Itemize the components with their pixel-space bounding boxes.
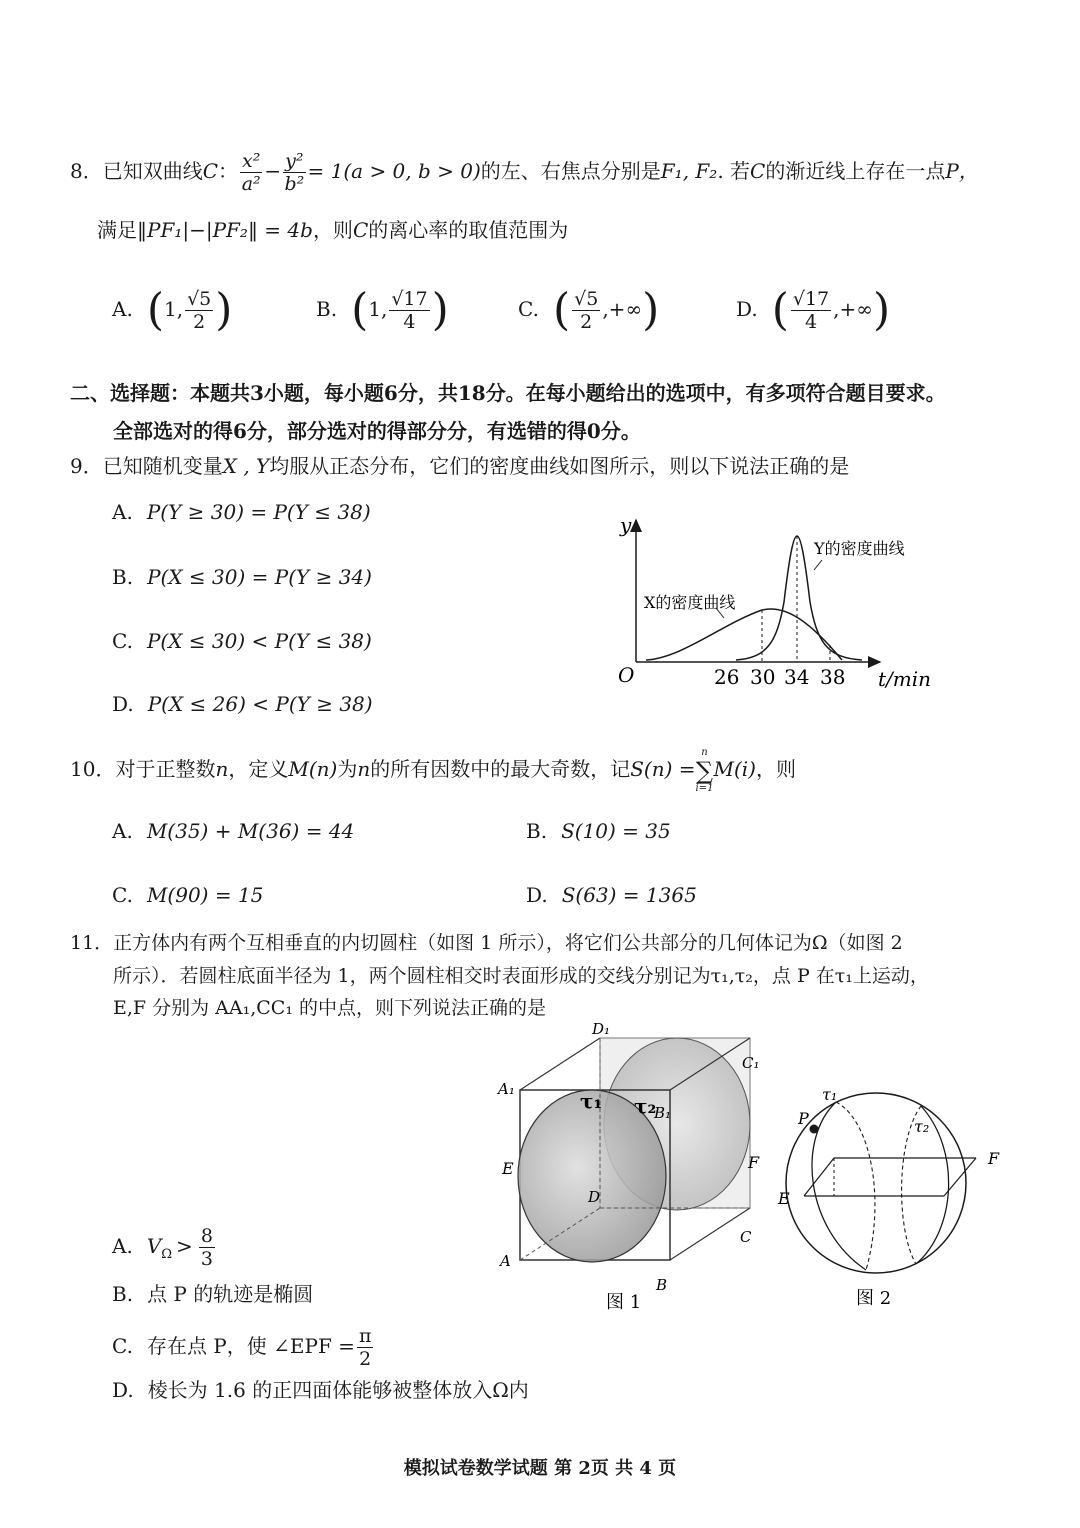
tau1-curve <box>812 1102 866 1270</box>
q8-option-a: A. (1, $\frac{√5}{2}$ ) <box>112 284 233 336</box>
option-label: B. <box>526 819 548 843</box>
q8-line2-text-2: ，则 <box>312 218 353 242</box>
q8-abs-cond: ‖PF₁|−|PF₂‖ = 4b <box>137 218 313 242</box>
section2-text: 分，部分选对的得部分分，有选错的得 <box>246 419 587 443</box>
option-label: A. <box>112 297 133 321</box>
q11-option-c <box>112 1320 375 1372</box>
q8-line2-text-3: 的离心率的取值范围为 <box>368 218 569 242</box>
label-a: A <box>500 1252 511 1270</box>
q8-line2-text: 满足 <box>97 218 137 242</box>
q8-option-b: B. (1, $\frac{√17}{4}$ ) <box>316 284 449 336</box>
q10-stem <box>70 746 796 796</box>
option-num: √5 <box>574 288 599 310</box>
x-unit-label: t/min <box>878 667 932 691</box>
option-num: √5 <box>187 288 212 310</box>
option-num: π <box>358 1325 372 1347</box>
q9-stem <box>70 453 849 479</box>
q8-stem-text-4: 的渐近线上存在一点 <box>765 159 946 183</box>
edge <box>520 1038 600 1090</box>
label-f: F <box>988 1149 1000 1168</box>
page-footer: 模拟试卷数学试题 第 2页 共 4 页 <box>403 1458 677 1479</box>
option-den: 2 <box>193 311 206 333</box>
q8-line2 <box>97 217 568 243</box>
q8-stem-text-2: 的左、右焦点分别是 <box>480 159 661 183</box>
q8-p-var: P， <box>945 159 979 183</box>
label-c1: C₁ <box>742 1054 760 1072</box>
q8-c-var-3: C <box>352 218 369 242</box>
sum-top: n <box>701 746 708 758</box>
q8-frac-y: $\frac{\text{y²}}{\text{b²}}$ <box>284 150 305 195</box>
q8-option-c: C. ( $\frac{√5}{2}$ ,+∞) <box>518 284 660 336</box>
option-text: S(10) = 35 <box>561 819 671 843</box>
q11-line3: E,F 分别为 AA₁,CC₁ 的中点，则下列说法正确的是 <box>113 997 547 1019</box>
label-tau2: τ₂ <box>914 1117 930 1136</box>
tau1-curve-back <box>836 1102 875 1270</box>
section2-text: 全部选对的得 <box>113 419 233 443</box>
option-left: 1, <box>368 297 388 321</box>
option-label: D. <box>736 297 758 321</box>
option-den: 4 <box>804 311 818 333</box>
option-right: ,+∞ <box>602 297 643 321</box>
option-den: 2 <box>359 1348 372 1370</box>
option-num: √17 <box>792 288 830 310</box>
figure-2-omega <box>776 1080 1006 1320</box>
option-den: 4 <box>403 311 416 333</box>
option-right: ,+∞ <box>833 297 873 321</box>
option-text: P(X ≤ 30) = P(Y ≥ 34) <box>147 565 372 589</box>
tick-38: 38 <box>820 665 846 689</box>
label-c: C <box>740 1228 752 1246</box>
q11-line2: 所示）．若圆柱底面半径为 1，两个圆柱相交时表面形成的交线分别记为τ₁,τ₂，点 P 在τ₁上运动， <box>113 965 929 987</box>
sum-symbol: ∑ <box>695 756 714 785</box>
section2-text: 小题，每小题 <box>263 381 384 405</box>
q9-option-c <box>112 626 372 656</box>
q10-stem-text: 10．对于正整数 <box>70 757 216 781</box>
q10-stem-text-4: 的所有因数中的最大奇数，记 <box>370 757 631 781</box>
option-text: 点 P 的轨迹是椭圆 <box>147 1282 314 1306</box>
q9-stem-text: 9．已知随机变量 <box>70 454 223 478</box>
label-b1: B₁ <box>654 1104 672 1122</box>
section2-line1 <box>70 380 946 406</box>
option-frac <box>185 288 213 333</box>
option-frac <box>791 288 831 333</box>
q9-stem-text-2: 均服从正态分布，它们的密度曲线如图所示，则以下说法正确的是 <box>269 454 850 478</box>
figure-1-caption: 图 1 <box>606 1292 642 1313</box>
q11-option-a <box>112 1220 217 1281</box>
y-axis-label: y <box>620 513 632 537</box>
section2-text: 分，共 <box>397 381 458 405</box>
point-p <box>810 1125 819 1134</box>
section2-num: 6 <box>383 381 398 405</box>
section2-text: 分。 <box>600 419 641 443</box>
option-text: 棱长为 1.6 的正四面体能够被整体放入Ω内 <box>147 1378 529 1402</box>
edge <box>670 1208 750 1260</box>
sum-term: M(i) <box>713 757 756 781</box>
option-frac <box>389 288 429 333</box>
option-label: D. <box>526 883 548 907</box>
label-tau1: τ₁ <box>580 1089 603 1113</box>
option-num: 8 <box>200 1225 213 1247</box>
option-text: M(90) = 15 <box>146 883 264 907</box>
option-text: P(Y ≥ 30) = P(Y ≤ 38) <box>146 500 371 524</box>
q8-frac-x: $\frac{\text{x²}}{\text{a²}}$ <box>241 150 261 195</box>
option-text: P(X ≤ 30) < P(Y ≤ 38) <box>146 629 372 653</box>
option-den: 3 <box>200 1248 213 1270</box>
option-sub: Ω <box>161 1247 173 1262</box>
leader-y <box>814 560 822 570</box>
x-curve-label: X的密度曲线 <box>644 593 736 612</box>
option-label: C. <box>112 1334 133 1358</box>
q10-mn: M(n) <box>288 757 338 781</box>
option-num: √17 <box>391 288 428 310</box>
label-p: P <box>798 1109 809 1128</box>
option-frac <box>572 288 600 333</box>
option-label: B. <box>112 565 134 589</box>
option-label: D. <box>112 692 134 716</box>
q9-option-a <box>112 497 371 527</box>
q11-line1: 11．正方体内有两个互相垂直的内切圆柱（如图 1 所示），将它们公共部分的几何体记为Ω（如图 2 <box>70 932 903 954</box>
option-label: B. <box>316 297 338 321</box>
q8-option-d: D. ( $\frac{√17}{4}$ ,+∞) <box>736 284 891 336</box>
figure-1-cube <box>492 1018 782 1318</box>
q8-c-var-2: C <box>750 159 766 183</box>
q10-sn: S(n) = <box>630 757 696 781</box>
label-f: F <box>748 1153 760 1172</box>
option-text: V <box>146 1234 162 1258</box>
tick-30: 30 <box>750 665 776 689</box>
option-text: S(63) = 1365 <box>561 883 697 907</box>
section2-num: 0 <box>586 419 601 443</box>
option-label: D. <box>112 1378 134 1402</box>
q10-n-var: n <box>215 757 229 781</box>
option-label: C. <box>518 297 539 321</box>
label-e: E <box>502 1159 514 1178</box>
option-den: 2 <box>580 311 593 333</box>
section2-text: 分。在每小题给出的选项中，有多项符合题目要求。 <box>485 381 946 405</box>
option-frac <box>357 1325 374 1370</box>
q10-stem-text-3: 为 <box>337 757 358 781</box>
sum-bottom: i=1 <box>695 782 714 794</box>
y-curve-label: Y的密度曲线 <box>814 539 905 558</box>
line-e-up <box>804 1158 834 1196</box>
section2-num: 3 <box>250 381 264 405</box>
section2-line2 <box>113 418 641 444</box>
q8-eq-cond: = 1(a > 0, b > 0) <box>307 159 481 183</box>
q8-stem-text: 8．已知双曲线 <box>70 159 203 183</box>
label-tau1: τ₁ <box>822 1085 838 1104</box>
density-curve-graph <box>612 512 942 697</box>
q10-stem-text-5: ，则 <box>755 757 796 781</box>
q8-line1: 8．已知双曲线C： $\frac{\text{x²}}{\text{a²}}$ − $\frac{\text{y²}}{\text{b²}}$ = 1(a > 0, b > 0)的左、右焦点分别是F₁, F₂. 若C的渐近线上存在一点P， <box>70 150 979 195</box>
q10-n-var-2: n <box>357 757 371 781</box>
option-label: A. <box>112 500 133 524</box>
label-a1: A₁ <box>498 1080 515 1098</box>
q8-stem-text-3: . 若 <box>717 159 751 183</box>
q10-option-c <box>112 880 263 910</box>
label-tau2: τ₂ <box>634 1094 657 1118</box>
q11-option-b <box>112 1279 313 1309</box>
option-label: C. <box>112 629 133 653</box>
option-label: C. <box>112 883 133 907</box>
q10-stem-text-2: ，定义 <box>228 757 289 781</box>
q9-vars: X , Y <box>222 454 270 478</box>
option-frac <box>199 1225 215 1270</box>
option-text: M(35) + M(36) = 44 <box>146 819 355 843</box>
q8-c-var: C <box>202 159 219 183</box>
option-left: 1, <box>163 297 184 321</box>
label-b: B <box>656 1276 668 1294</box>
q11-option-d <box>112 1375 529 1405</box>
q10-option-a <box>112 816 354 846</box>
option-label: A. <box>112 1234 133 1258</box>
option-op: > <box>176 1234 193 1258</box>
tick-34: 34 <box>784 665 810 689</box>
option-label: A. <box>112 819 133 843</box>
q8-foci: F₁, F₂ <box>660 159 718 183</box>
q10-sum <box>696 747 714 795</box>
section2-num: 18 <box>457 381 486 405</box>
section2-text: 二、选择题：本题共 <box>70 381 250 405</box>
label-d: D <box>588 1188 601 1206</box>
label-e: E <box>778 1189 790 1208</box>
option-label: B. <box>112 1282 134 1306</box>
q10-option-b <box>526 816 671 846</box>
q9-option-b <box>112 562 372 592</box>
option-text: 存在点 P，使 ∠EPF = <box>146 1334 355 1358</box>
figure-2-caption: 图 2 <box>856 1288 892 1309</box>
tick-26: 26 <box>714 665 740 689</box>
label-d1: D₁ <box>592 1020 611 1038</box>
option-text: P(X ≤ 26) < P(Y ≥ 38) <box>147 692 373 716</box>
q10-option-d <box>526 880 697 910</box>
q9-option-d <box>112 689 373 719</box>
section2-num: 6 <box>233 419 247 443</box>
origin-label: O <box>618 663 635 687</box>
